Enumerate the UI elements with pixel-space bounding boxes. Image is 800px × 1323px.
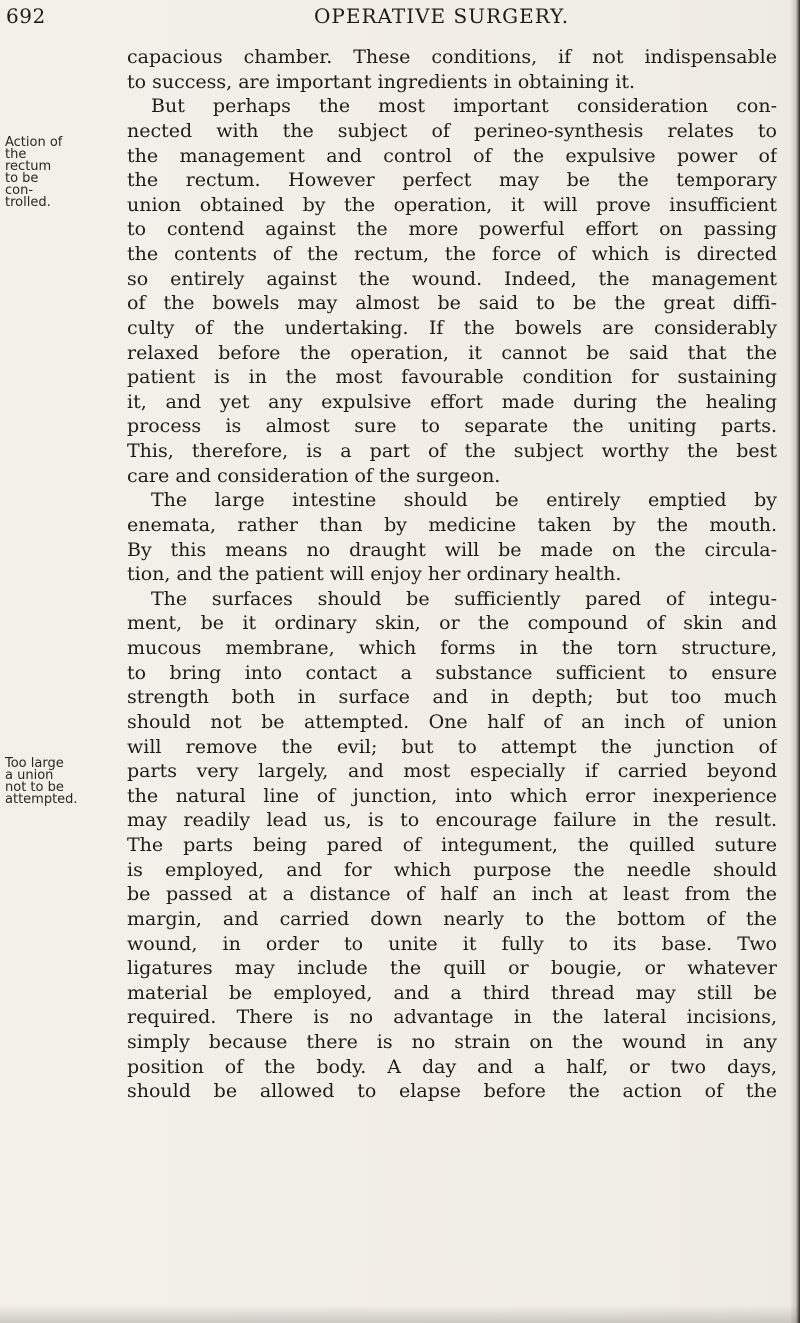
margin-note-line: Action of	[5, 135, 63, 150]
margin-note-line: the rectum	[5, 147, 52, 174]
text-line: parts very largely, and most especially if carried beyond	[127, 760, 777, 783]
text-line: But perhaps the most important consideration con-	[151, 95, 777, 118]
text-line: wound, in order to unite it fully to its base. Two	[127, 932, 777, 955]
text-line: is employed, and for which purpose the needle should	[127, 858, 777, 881]
page-edge	[791, 0, 800, 1323]
text-line: be passed at a distance of half an inch at least from the	[127, 883, 777, 906]
margin-note-action-of-rectum	[5, 137, 69, 209]
text-line: simply because there is no strain on the wound in any	[127, 1031, 777, 1053]
text-line: of the bowels may almost be said to be the great diffi-	[127, 292, 777, 315]
text-line: strength both in surface and in depth; but too much	[127, 686, 777, 709]
margin-note-line: to be con-	[5, 171, 39, 198]
text-line: to bring into contact a substance sufficient to ensure	[127, 661, 777, 684]
text-line: the management and control of the expulsive power of	[127, 144, 777, 167]
text-line: enemata, rather than by medicine taken by the mouth.	[127, 513, 777, 536]
text-line: to contend against the more powerful effort on passing	[127, 218, 777, 241]
text-line: ment, be it ordinary skin, or the compound of skin and	[127, 612, 777, 635]
text-line: margin, and carried down nearly to the bottom of the	[127, 907, 777, 930]
margin-note-line: not to be	[5, 780, 64, 795]
margin-note-line: Too large	[5, 756, 64, 771]
text-line: process is almost sure to separate the uniting parts.	[127, 415, 777, 438]
text-line: relaxed before the operation, it cannot be said that the	[127, 341, 777, 364]
text-line: material be employed, and a third thread may still be	[127, 981, 777, 1004]
text-line: position of the body. A day and a half, or two days,	[127, 1055, 777, 1078]
page-number: 692	[6, 4, 46, 28]
text-line: The surfaces should be sufficiently pared of integu-	[151, 587, 777, 610]
text-line: will remove the evil; but to attempt the junction of	[127, 735, 777, 758]
body-text	[127, 45, 777, 1104]
text-line: to success, are important ingredients in obtaining it.	[127, 70, 635, 93]
text-line: the natural line of junction, into which error inexperience	[127, 784, 777, 807]
text-line: the rectum. However perfect may be the temporary	[127, 169, 777, 192]
running-title: OPERATIVE SURGERY.	[314, 4, 570, 28]
text-line: By this means no draught will be made on the circula-	[127, 538, 777, 561]
text-line: tion, and the patient will enjoy her ordinary health.	[127, 563, 622, 586]
text-line: capacious chamber. These conditions, if not indispensable	[127, 46, 777, 68]
running-head	[0, 0, 800, 34]
text-line: so entirely against the wound. Indeed, the management	[127, 267, 777, 290]
text-line: required. There is no advantage in the lateral incisions,	[127, 1006, 777, 1029]
margin-note-line: a union	[5, 768, 54, 783]
text-line: This, therefore, is a part of the subject worthy the best	[127, 440, 777, 462]
text-line: may readily lead us, is to encourage failure in the result.	[127, 809, 777, 832]
text-line: should not be attempted. One half of an inch of union	[127, 710, 777, 733]
text-line: it, and yet any expulsive effort made during the healing	[127, 390, 777, 413]
text-line: care and consideration of the surgeon.	[127, 464, 501, 487]
text-line: nected with the subject of perineo-synthesis relates to	[127, 119, 777, 142]
text-line: The parts being pared of integument, the quilled suture	[127, 834, 777, 856]
margin-note-too-large-union	[5, 756, 78, 807]
text-line: ligatures may include the quill or bougie, or whatever	[127, 957, 777, 980]
text-line: The large intestine should be entirely emptied by	[151, 489, 777, 512]
text-line: should be allowed to elapse before the action of the	[127, 1080, 777, 1103]
text-line: mucous membrane, which forms in the torn structure,	[127, 637, 777, 659]
text-line: union obtained by the operation, it will prove insufficient	[127, 193, 777, 216]
margin-note-line: attempted.	[5, 792, 78, 807]
margin-note-line: trolled.	[5, 195, 51, 210]
text-line: the contents of the rectum, the force of which is directed	[127, 243, 777, 265]
text-line: culty of the undertaking. If the bowels are considerably	[127, 316, 777, 339]
text-line: patient is in the most favourable condition for sustaining	[127, 366, 777, 389]
page-bottom-shadow	[0, 1305, 800, 1323]
